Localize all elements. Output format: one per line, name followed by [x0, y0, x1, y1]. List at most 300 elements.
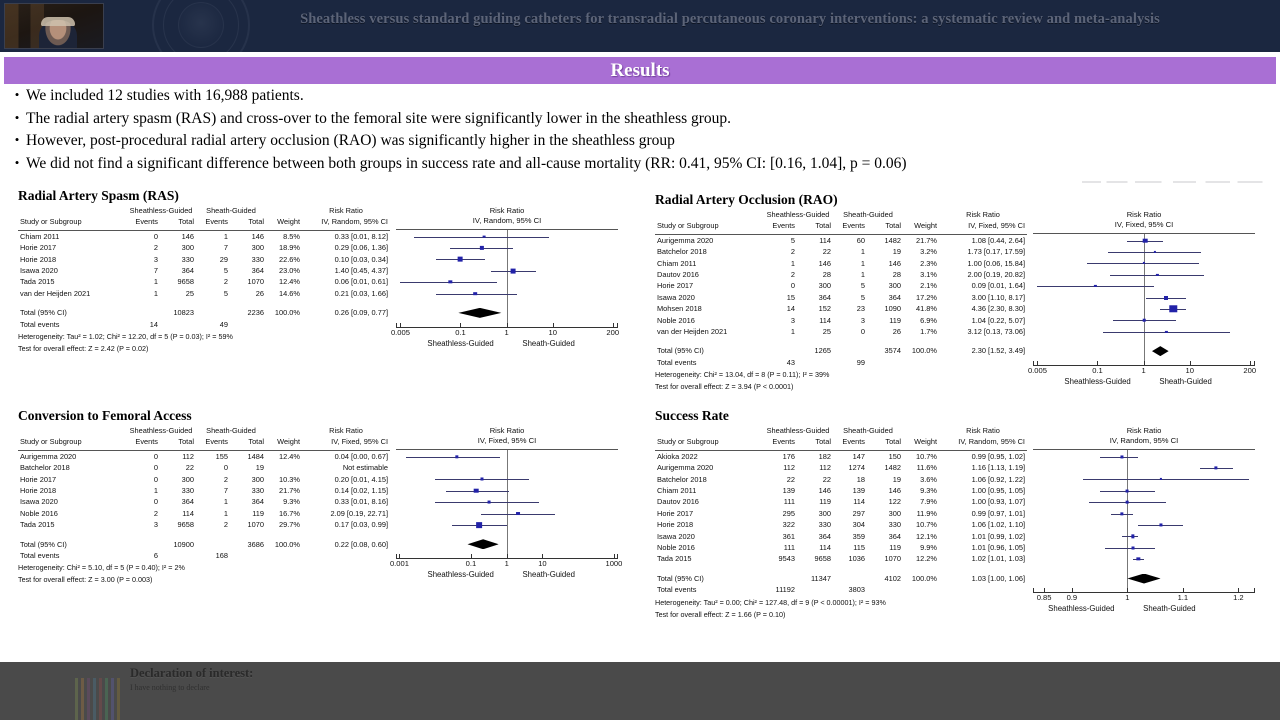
- axis-tick-label: 10: [548, 327, 557, 337]
- slide-gap: [0, 655, 1280, 662]
- forest-plot-graph: [1033, 425, 1255, 618]
- table-spacer: [655, 565, 1027, 573]
- bullet-text: However, post-procedural radial artery occlusion (RAO) was significantly higher in the sheathless group: [26, 132, 675, 149]
- col-model: IV, Fixed, 95% CI: [968, 221, 1025, 231]
- table-row: [655, 542, 1027, 553]
- table-row: [18, 519, 390, 530]
- cell-events-2: 5: [860, 292, 865, 302]
- table-row: [655, 451, 1027, 462]
- spacer-cell: [797, 357, 833, 368]
- effect-marker: [1094, 285, 1096, 287]
- cell-study: Isawa 2020: [657, 292, 695, 302]
- spacer-cell: [266, 550, 302, 561]
- effect-marker: [1156, 274, 1158, 276]
- cell-weight: [266, 462, 302, 473]
- cell-events-1: 112: [783, 463, 795, 473]
- cell-study: Dautov 2016: [657, 270, 699, 280]
- cell-total-2: 300: [888, 281, 901, 291]
- table-row: [655, 474, 1027, 485]
- cell-study: Tada 2015: [657, 554, 692, 564]
- presenter-webcam[interactable]: [4, 3, 104, 49]
- cell-events-2: 2: [223, 520, 228, 530]
- cell-events-1: 5: [790, 235, 795, 245]
- cell-events-2: 1036: [848, 554, 865, 564]
- axis-tick: [1183, 588, 1184, 592]
- cell-total-n1: 10900: [173, 539, 194, 549]
- bullet-text: The radial artery spasm (RAS) and cross-over to the femoral site were significantly lower in the sheathless group.: [26, 109, 732, 127]
- col-events-1: Events: [772, 221, 795, 231]
- forest-plot-table: [655, 209, 1027, 392]
- bullet-item: [8, 111, 1268, 127]
- cell-total-weight: 100.0%: [911, 573, 937, 583]
- cell-riskratio: 1.00 [0.06, 15.84]: [967, 258, 1025, 268]
- cell-riskratio: 0.04 [0.00, 0.67]: [334, 451, 388, 461]
- cell-weight: 7.9%: [920, 497, 937, 507]
- cell-total-2: 330: [251, 486, 264, 496]
- cell-total-n2: 3686: [247, 539, 264, 549]
- spacer-cell: [903, 209, 939, 220]
- col-total-2: Total: [248, 437, 264, 447]
- spacer-cell: [763, 573, 797, 584]
- axis-tick-label: 1000: [605, 559, 623, 568]
- cell-events-1: 0: [153, 231, 158, 241]
- cell-total-riskratio: 1.03 [1.00, 1.06]: [971, 573, 1025, 583]
- effect-marker: [1160, 478, 1162, 480]
- cell-study: Tada 2015: [20, 277, 55, 287]
- spacer-cell: [903, 425, 939, 436]
- axis-tick: [553, 323, 554, 327]
- cell-total-events-2: 168: [215, 551, 228, 561]
- cell-weight: 9.9%: [920, 543, 937, 553]
- table-row: [655, 246, 1027, 257]
- forest-plot-graph: [390, 205, 620, 353]
- col-events-2: Events: [842, 437, 865, 447]
- riskratio-header: Risk Ratio: [966, 426, 1000, 435]
- plot-header-model: IV, Fixed, 95% CI: [477, 436, 537, 446]
- cell-total-2: 19: [892, 247, 901, 257]
- cell-total-2: 364: [888, 531, 901, 541]
- effect-marker: [483, 235, 486, 238]
- cell-study: Dautov 2016: [657, 497, 699, 507]
- cell-total-1: 112: [182, 451, 194, 461]
- cell-events-1: 361: [782, 531, 795, 541]
- cell-total-1: 22: [822, 474, 831, 484]
- cell-riskratio: 4.36 [2.30, 8.30]: [971, 304, 1025, 314]
- spacer-cell: [196, 539, 230, 550]
- overall-effect-text: Test for overall effect: Z = 3.94 (P < 0.0001): [655, 382, 794, 392]
- table-row: [655, 258, 1027, 269]
- cell-weight: 12.4%: [279, 451, 300, 461]
- cell-weight: 29.7%: [279, 520, 300, 530]
- col-events-1: Events: [772, 437, 795, 447]
- cell-total-events-label: Total events: [20, 551, 60, 561]
- col-model: IV, Random, 95% CI: [321, 217, 388, 227]
- cell-riskratio: 1.00 [0.93, 1.07]: [971, 497, 1025, 507]
- cell-study: Chiam 2011: [657, 486, 697, 496]
- forest-plot-title: Radial Artery Spasm (RAS): [18, 188, 179, 203]
- cell-events-2: 3: [860, 315, 865, 325]
- table-row: [18, 485, 390, 496]
- cell-events-1: 7: [153, 266, 158, 276]
- riskratio-header: Risk Ratio: [329, 206, 363, 215]
- plot-header-title: Risk Ratio: [489, 205, 525, 215]
- col-total-2: Total: [885, 221, 901, 231]
- cell-study: Aurigemma 2020: [657, 235, 714, 245]
- study-table: [655, 425, 1027, 596]
- effect-marker: [458, 257, 463, 262]
- cell-total-1: 9658: [177, 277, 194, 287]
- cell-total-2: 122: [888, 497, 901, 507]
- cell-study: Horie 2017: [20, 243, 57, 253]
- cell-study: van der Heijden 2021: [20, 288, 91, 298]
- cell-total-1: 114: [819, 543, 831, 553]
- cell-total-weight: 100.0%: [274, 308, 300, 318]
- table-row: [18, 451, 390, 462]
- cell-study: Isawa 2020: [20, 497, 58, 507]
- table-column-header-row: [655, 436, 1027, 447]
- cell-study: Horie 2017: [657, 508, 694, 518]
- spacer-cell: [833, 345, 867, 356]
- cell-weight: 18.9%: [279, 243, 300, 253]
- axis-tick-label: 0.9: [1066, 593, 1078, 603]
- cell-total-1: 152: [818, 304, 831, 314]
- cell-weight: 1.7%: [920, 327, 937, 337]
- cell-total-n1: 1265: [814, 346, 831, 356]
- table-row: [18, 462, 390, 473]
- cell-riskratio: 0.14 [0.02, 1.15]: [334, 486, 388, 496]
- cell-study: Noble 2016: [657, 315, 695, 325]
- spacer-cell: [302, 319, 390, 330]
- cell-total-2: 300: [251, 474, 264, 484]
- table-row: [18, 242, 390, 253]
- cell-events-2: 115: [853, 543, 865, 553]
- forest-plot-table: [18, 425, 390, 585]
- bullet-item: [8, 88, 1268, 104]
- table-row: [18, 508, 390, 519]
- cell-total-weight: 100.0%: [274, 539, 300, 549]
- table-column-header-row: [18, 216, 390, 227]
- forest-plot-rao: [655, 192, 1255, 392]
- axis-label-left: Sheathless-Guided: [1048, 604, 1115, 614]
- next-slide-heading: Declaration of interest:: [130, 666, 254, 680]
- spacer-cell: [903, 584, 939, 595]
- forest-plot-body: [655, 425, 1255, 620]
- effect-marker: [1159, 523, 1162, 526]
- axis-tick: [613, 323, 614, 327]
- cell-total-1: 330: [181, 486, 194, 496]
- cell-events-2: 18: [856, 474, 865, 484]
- cell-study: Horie 2018: [657, 520, 694, 530]
- cell-events-1: 0: [790, 281, 795, 291]
- spacer-cell: [833, 573, 867, 584]
- axis-tick: [1238, 588, 1239, 592]
- cell-total-events-2: 3803: [848, 585, 865, 595]
- axis-tick: [1190, 361, 1191, 365]
- plot-top-rule: [1033, 449, 1255, 450]
- effect-marker: [1215, 466, 1218, 469]
- cell-events-2: 114: [853, 497, 865, 507]
- confidence-interval-line: [1083, 479, 1250, 480]
- effect-marker: [1120, 455, 1123, 458]
- table-total-row: [18, 307, 390, 318]
- cell-total-1: 119: [819, 497, 831, 507]
- axis-label-right: Sheath-Guided: [522, 338, 575, 348]
- cell-events-2: 1: [223, 508, 228, 518]
- bullet-item: [8, 156, 1268, 172]
- spacer-cell: [230, 319, 266, 330]
- effect-marker: [449, 280, 452, 283]
- cell-riskratio: 0.99 [0.95, 1.02]: [971, 451, 1025, 461]
- cell-total-events-label: Total events: [657, 585, 697, 595]
- col-total-1: Total: [815, 221, 831, 231]
- table-row: [655, 462, 1027, 473]
- null-effect-line: [1127, 450, 1128, 592]
- cell-total-1: 146: [181, 231, 194, 241]
- group2-header: Sheath-Guided: [843, 210, 893, 219]
- cell-weight: 17.2%: [916, 292, 937, 302]
- cell-total-2: 1070: [884, 554, 901, 564]
- cell-total-1: 114: [182, 508, 194, 518]
- col-study: Study or Subgroup: [20, 217, 82, 227]
- cell-weight: 10.7%: [916, 451, 937, 461]
- cell-events-1: 2: [790, 270, 795, 280]
- spacer-cell: [266, 425, 302, 436]
- table-spacer: [18, 299, 390, 307]
- col-study: Study or Subgroup: [20, 437, 82, 447]
- col-events-1: Events: [135, 217, 158, 227]
- cell-events-1: 1: [153, 277, 158, 287]
- group1-header: Sheathless-Guided: [766, 210, 830, 219]
- effect-marker: [474, 292, 478, 296]
- axis-tick-label: 200: [606, 327, 620, 337]
- cell-riskratio: 2.09 [0.19, 22.71]: [330, 508, 388, 518]
- overall-effect-text: Test for overall effect: Z = 3.00 (P = 0.003): [18, 575, 153, 585]
- effect-marker: [1164, 296, 1168, 300]
- table-row: [655, 280, 1027, 291]
- col-total-1: Total: [815, 437, 831, 447]
- axis-tick-label: 0.1: [455, 327, 466, 337]
- cell-weight: 11.6%: [916, 463, 937, 473]
- cell-total-events-label: Total events: [20, 319, 60, 329]
- study-table: [18, 425, 390, 561]
- cell-weight: 11.9%: [916, 508, 937, 518]
- cell-study: Horie 2017: [657, 281, 694, 291]
- render-ghost-artifact: [1078, 178, 1268, 187]
- col-events-2: Events: [205, 217, 228, 227]
- bullet-item: [8, 133, 1268, 149]
- cell-events-2: 5: [223, 266, 228, 276]
- cell-total-events-1: 6: [153, 551, 158, 561]
- cell-events-2: 2: [223, 277, 228, 287]
- cell-total-1: 9658: [177, 520, 194, 530]
- cell-riskratio: 0.09 [0.01, 1.64]: [971, 281, 1025, 291]
- table-column-header-row: [655, 220, 1027, 231]
- table-row: [655, 326, 1027, 337]
- axis-tick-label: 1: [504, 559, 509, 568]
- cell-events-1: 9543: [778, 554, 795, 564]
- cell-total-2: 1070: [247, 520, 264, 530]
- results-banner-label: Results: [610, 59, 670, 81]
- table-total-events-row: [655, 357, 1027, 368]
- axis-tick: [1033, 588, 1034, 592]
- table-row: [655, 292, 1027, 303]
- axis-label-left: Sheathless-Guided: [1064, 376, 1131, 386]
- cell-total-2: 1484: [247, 451, 264, 461]
- spacer-cell: [903, 357, 939, 368]
- cell-events-1: 139: [782, 486, 795, 496]
- forest-plot-body: [18, 425, 623, 585]
- cell-weight: 22.6%: [279, 254, 300, 264]
- cell-riskratio: 1.01 [0.96, 1.05]: [971, 543, 1025, 553]
- cell-study: Horie 2018: [20, 486, 57, 496]
- next-slide-preview[interactable]: [0, 662, 1280, 720]
- cell-weight: 23.0%: [279, 266, 300, 276]
- cell-total-riskratio: 2.30 [1.52, 3.49]: [971, 346, 1025, 356]
- col-study: Study or Subgroup: [657, 221, 719, 231]
- cell-total-riskratio: 0.22 [0.08, 0.60]: [334, 539, 388, 549]
- cell-study: Isawa 2020: [657, 531, 695, 541]
- cell-total-1: 330: [181, 254, 194, 264]
- cell-total-2: 300: [888, 508, 901, 518]
- study-table: [655, 209, 1027, 368]
- webcam-presenter-cap: [41, 17, 75, 26]
- cell-total-1: 300: [181, 243, 194, 253]
- summary-diamond: [1152, 346, 1169, 356]
- cell-riskratio: 1.01 [0.99, 1.02]: [971, 531, 1025, 541]
- table-total-row: [18, 539, 390, 550]
- cell-events-2: 0: [223, 463, 228, 473]
- axis-tick: [1072, 588, 1073, 592]
- cell-total-n2: 4102: [884, 573, 901, 583]
- spacer-cell: [126, 307, 160, 318]
- spacer-cell: [160, 319, 196, 330]
- cell-events-1: 2: [153, 243, 158, 253]
- table-row: [655, 235, 1027, 246]
- cell-events-1: 1: [153, 288, 158, 298]
- axis-tick: [507, 323, 508, 327]
- col-model: IV, Fixed, 95% CI: [331, 437, 388, 447]
- cell-riskratio: 1.73 [0.17, 17.59]: [967, 247, 1025, 257]
- plot-header-model: IV, Random, 95% CI: [472, 216, 542, 226]
- cell-events-2: 1274: [848, 463, 865, 473]
- plot-header-model: IV, Random, 95% CI: [1109, 436, 1179, 446]
- col-events-2: Events: [842, 221, 865, 231]
- spacer-cell: [196, 307, 230, 318]
- cell-total-1: 114: [819, 235, 831, 245]
- axis-label-left: Sheathless-Guided: [427, 570, 494, 579]
- cell-events-1: 111: [783, 543, 795, 553]
- cell-total-2: 119: [252, 508, 264, 518]
- cell-riskratio: 0.06 [0.01, 0.61]: [334, 277, 388, 287]
- cell-events-2: 1: [223, 231, 228, 241]
- axis-tick-label: 10: [538, 559, 547, 568]
- spacer-cell: [126, 539, 160, 550]
- group1-header: Sheathless-Guided: [129, 206, 193, 215]
- group1-header: Sheathless-Guided: [766, 426, 830, 435]
- axis-tick: [471, 554, 472, 558]
- cell-total-2: 1090: [884, 304, 901, 314]
- cell-total-1: 112: [819, 463, 831, 473]
- summary-diamond: [467, 539, 498, 549]
- cell-events-2: 359: [852, 531, 865, 541]
- cell-study: Aurigemma 2020: [657, 463, 714, 473]
- cell-total-n1: 11347: [810, 573, 831, 583]
- cell-events-1: 322: [782, 520, 795, 530]
- cell-events-2: 5: [860, 281, 865, 291]
- cell-total-2: 300: [251, 243, 264, 253]
- cell-weight: 9.3%: [283, 497, 300, 507]
- col-study: Study or Subgroup: [657, 437, 719, 447]
- axis-tick: [1254, 588, 1255, 592]
- cell-weight: 3.2%: [920, 247, 937, 257]
- axis-tick-label: 0.001: [389, 559, 409, 568]
- effect-marker: [1143, 262, 1145, 264]
- cell-study: van der Heijden 2021: [657, 327, 728, 337]
- cell-weight: 3.1%: [920, 270, 937, 280]
- cell-events-2: 155: [215, 451, 228, 461]
- forest-plot-success: [655, 408, 1255, 620]
- axis-tick: [396, 554, 397, 558]
- effect-marker: [516, 512, 520, 516]
- cell-riskratio: 0.33 [0.01, 8.16]: [334, 497, 388, 507]
- cell-weight: 10.7%: [916, 520, 937, 530]
- cell-events-2: 7: [223, 243, 228, 253]
- null-effect-line: [507, 230, 508, 327]
- cell-study: Mohsen 2018: [657, 304, 702, 314]
- cell-events-1: 22: [786, 474, 795, 484]
- cell-total-2: 1070: [247, 277, 264, 287]
- cell-total-1: 146: [818, 258, 831, 268]
- cell-events-1: 15: [786, 292, 795, 302]
- cell-weight: 21.7%: [916, 235, 937, 245]
- table-column-header-row: [18, 436, 390, 447]
- heterogeneity-text: Heterogeneity: Chi² = 13.04, df = 8 (P = 0.11); I² = 39%: [655, 370, 830, 380]
- cell-total-events-1: 11192: [775, 585, 795, 595]
- cell-total-2: 119: [889, 543, 901, 553]
- cell-events-2: 139: [852, 486, 865, 496]
- study-table: [18, 205, 390, 330]
- cell-riskratio: 1.16 [1.13, 1.19]: [971, 463, 1025, 473]
- cell-total-weight: 100.0%: [911, 346, 937, 356]
- axis-tick: [1250, 361, 1251, 365]
- axis-tick-label: 1: [1141, 365, 1146, 375]
- forest-plot-body: [18, 205, 618, 354]
- axis-tick-label: 0.1: [1092, 365, 1103, 375]
- cell-total-label: Total (95% CI): [20, 308, 67, 318]
- cell-weight: 16.7%: [279, 508, 300, 518]
- cell-riskratio: 0.21 [0.03, 1.66]: [334, 288, 388, 298]
- forest-plot-title: Conversion to Femoral Access: [18, 408, 192, 423]
- cell-events-2: 2: [223, 474, 228, 484]
- effect-marker: [1131, 535, 1134, 538]
- cell-events-1: 176: [782, 451, 795, 461]
- overall-effect-text: Test for overall effect: Z = 2.42 (P = 0.02): [18, 344, 149, 354]
- table-row: [655, 485, 1027, 496]
- col-total-1: Total: [178, 217, 194, 227]
- effect-marker: [1126, 489, 1129, 492]
- col-total-2: Total: [885, 437, 901, 447]
- cell-events-2: 1: [860, 270, 865, 280]
- table-group-header-row: [655, 209, 1027, 220]
- cell-total-2: 1482: [884, 235, 901, 245]
- cell-events-1: 1: [790, 258, 795, 268]
- table-total-row: [655, 345, 1027, 356]
- cell-total-2: 150: [888, 451, 901, 461]
- spacer-cell: [655, 209, 763, 220]
- cell-total-2: 146: [888, 258, 901, 268]
- forest-plot-cfa: [18, 408, 623, 585]
- axis-tick: [396, 323, 397, 327]
